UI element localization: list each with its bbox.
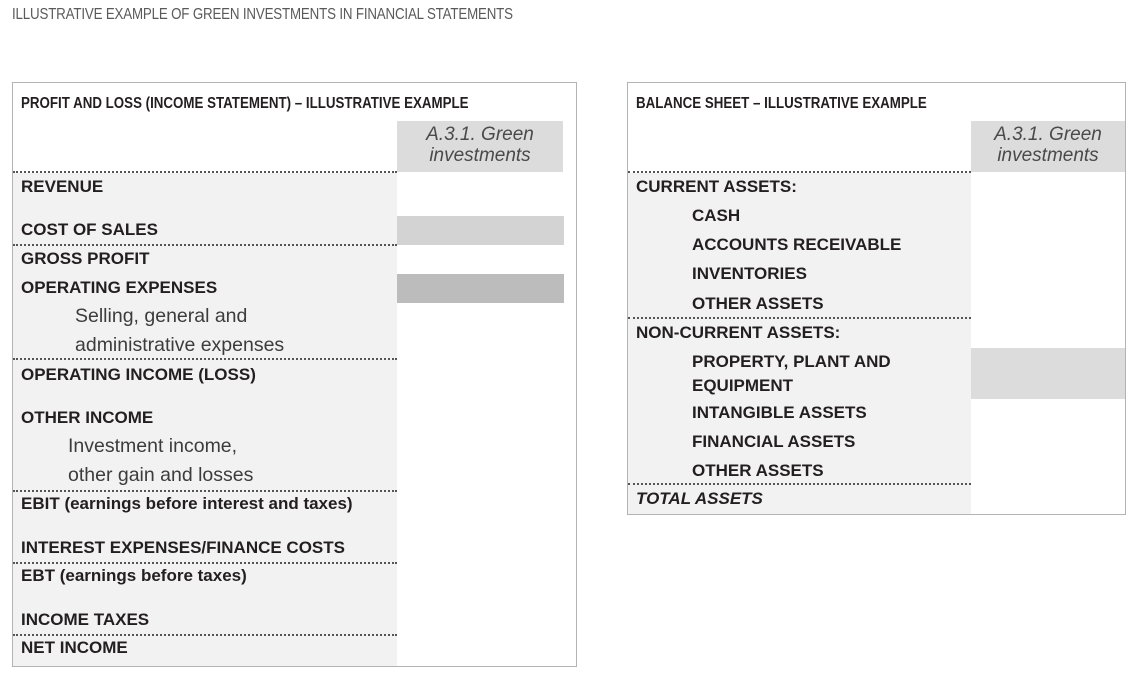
row-non-current-assets: NON-CURRENT ASSETS:	[636, 323, 841, 342]
separator-dotted	[13, 171, 397, 173]
row-net-income: NET INCOME	[21, 638, 128, 657]
balance-sheet-panel	[627, 82, 1126, 515]
row-sga-line1: Selling, general and	[75, 305, 248, 327]
cost-of-sales-highlight	[397, 216, 564, 245]
row-investment-income-line2: other gain and losses	[68, 464, 254, 486]
page-title: ILLUSTRATIVE EXAMPLE OF GREEN INVESTMENTS IN FINANCIAL STATEMENTS	[12, 6, 513, 23]
row-interest-expenses: INTEREST EXPENSES/FINANCE COSTS	[21, 538, 345, 557]
column-header-line-1: A.3.1. Green	[994, 124, 1102, 145]
row-ppe-line2: EQUIPMENT	[692, 376, 794, 395]
row-income-taxes: INCOME TAXES	[21, 610, 150, 629]
separator-dotted	[13, 634, 397, 636]
row-other-income: OTHER INCOME	[21, 408, 154, 427]
income-statement-title: PROFIT AND LOSS (INCOME STATEMENT) – ILLUSTRATIVE EXAMPLE	[21, 95, 469, 112]
row-investment-income-line1: Investment income,	[68, 435, 238, 457]
row-gross-profit: GROSS PROFIT	[21, 249, 150, 268]
row-accounts-receivable: ACCOUNTS RECEIVABLE	[692, 235, 902, 254]
separator-dotted	[13, 244, 397, 246]
row-cost-of-sales: COST OF SALES	[21, 220, 158, 239]
row-current-assets: CURRENT ASSETS:	[636, 177, 797, 196]
row-ppe-line1: PROPERTY, PLANT AND	[692, 352, 891, 371]
column-header-line-1: A.3.1. Green	[426, 124, 534, 145]
income-statement-column-header	[397, 121, 563, 172]
separator-dotted	[628, 317, 971, 319]
separator-dotted	[13, 562, 397, 564]
row-revenue: REVENUE	[21, 177, 104, 196]
balance-sheet-column-header	[971, 121, 1125, 172]
separator-dotted	[13, 490, 397, 492]
separator-dotted	[628, 171, 971, 173]
separator-dotted	[13, 358, 397, 360]
operating-expenses-highlight	[397, 274, 564, 303]
income-statement-panel	[12, 82, 577, 667]
ppe-highlight	[971, 348, 1125, 399]
row-inventories: INVENTORIES	[692, 264, 807, 283]
separator-dotted	[628, 483, 971, 485]
row-operating-expenses: OPERATING EXPENSES	[21, 278, 218, 297]
balance-sheet-title: BALANCE SHEET – ILLUSTRATIVE EXAMPLE	[636, 95, 927, 112]
row-cash: CASH	[692, 206, 741, 225]
row-operating-income: OPERATING INCOME (LOSS)	[21, 365, 256, 384]
row-ebit: EBIT (earnings before interest and taxes)	[21, 494, 353, 513]
row-intangible-assets: INTANGIBLE ASSETS	[692, 403, 867, 422]
row-other-non-current-assets: OTHER ASSETS	[692, 461, 824, 480]
row-financial-assets: FINANCIAL ASSETS	[692, 432, 856, 451]
row-ebt: EBT (earnings before taxes)	[21, 566, 247, 585]
column-header-line-2: investments	[997, 145, 1099, 166]
column-header-line-2: investments	[429, 145, 531, 166]
row-other-current-assets: OTHER ASSETS	[692, 294, 824, 313]
row-sga-line2: administrative expenses	[75, 334, 285, 356]
row-total-assets: TOTAL ASSETS	[636, 489, 763, 508]
